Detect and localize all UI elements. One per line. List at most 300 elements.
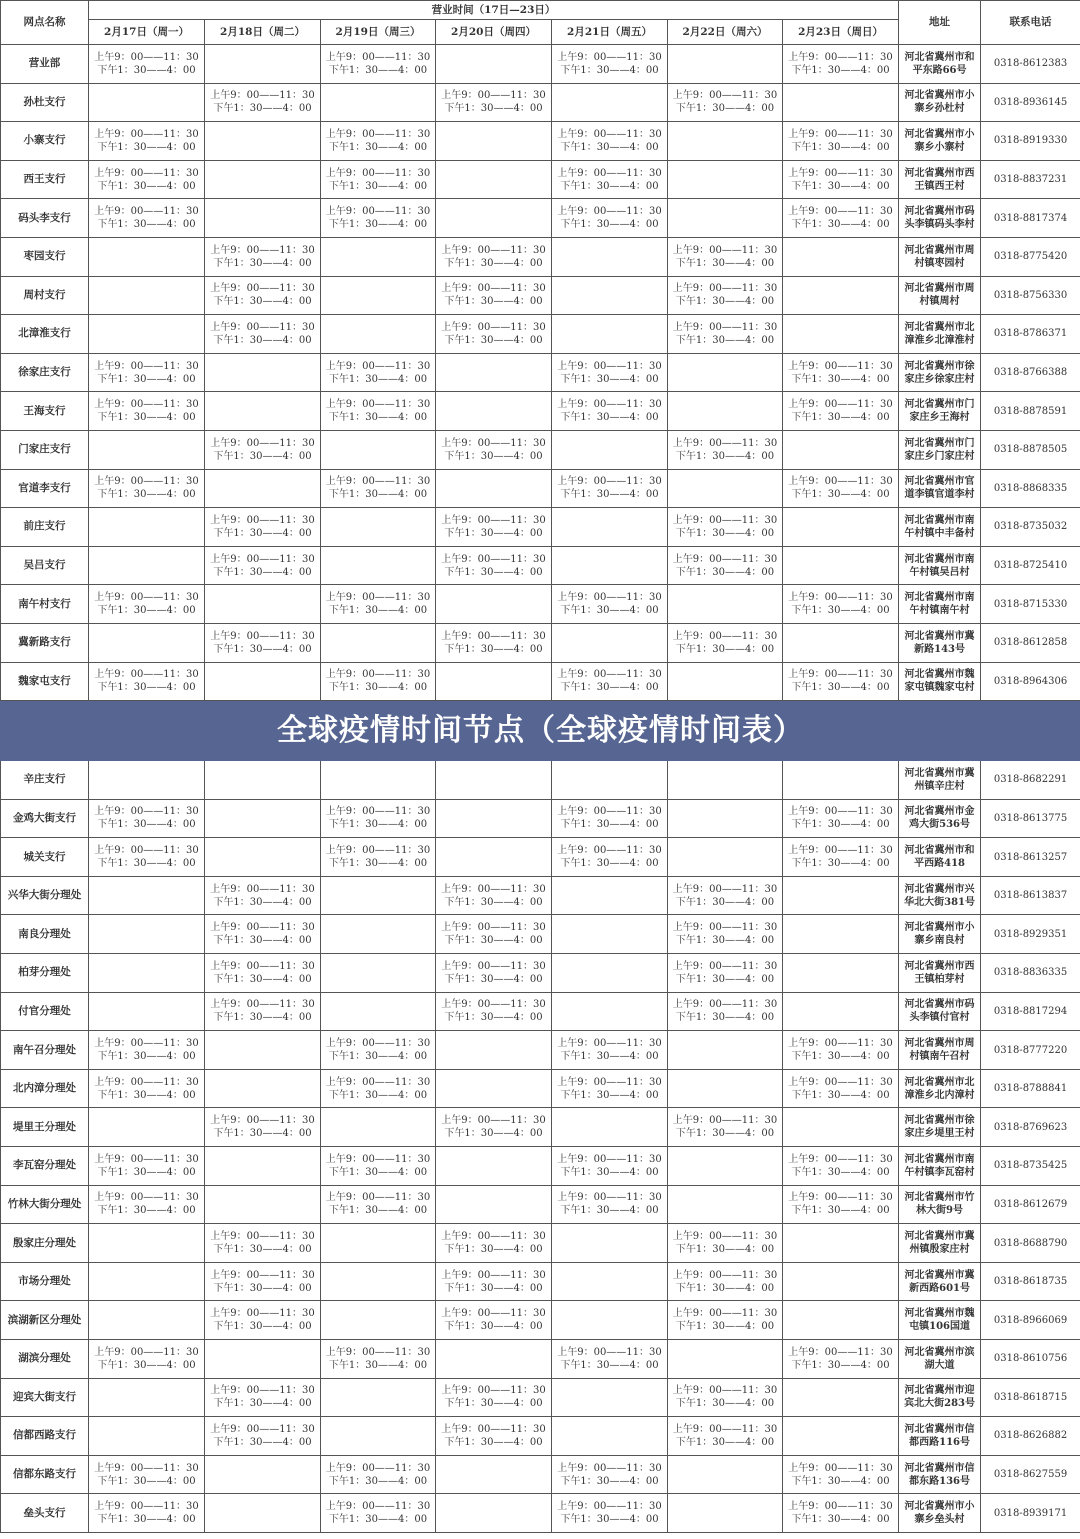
hours-cell	[668, 276, 783, 315]
hours-cell	[205, 1108, 321, 1147]
branch-address: 河北省冀州市冀州镇殷家庄村	[899, 1224, 981, 1263]
branch-address: 河北省冀州市冀州镇辛庄村	[899, 761, 981, 800]
morning-hours: 上午9：00——11：30	[672, 553, 778, 565]
morning-hours: 上午9：00——11：30	[788, 1346, 893, 1358]
morning-hours: 上午9：00——11：30	[325, 1192, 431, 1204]
morning-hours: 上午9：00——11：30	[788, 845, 893, 857]
afternoon-hours: 下午1：30——4：00	[560, 1089, 659, 1101]
hours-cell	[783, 469, 899, 508]
branch-name: 柏芽分理处	[1, 954, 89, 993]
hours-cell	[552, 508, 668, 547]
morning-hours: 上午9：00——11：30	[441, 1308, 546, 1320]
hours-cell	[436, 585, 552, 624]
afternoon-hours: 下午1：30——4：00	[97, 219, 196, 231]
branch-address: 河北省冀州市南午村镇中丰备村	[899, 508, 981, 547]
afternoon-hours: 下午1：30——4：00	[97, 682, 196, 694]
afternoon-hours: 下午1：30——4：00	[97, 1514, 196, 1526]
hours-cell	[783, 1378, 899, 1417]
hours-cell	[89, 1108, 205, 1147]
branch-name: 城关支行	[1, 838, 89, 877]
afternoon-hours: 下午1：30——4：00	[791, 1475, 890, 1487]
branch-name: 垒头支行	[1, 1494, 89, 1533]
hours-cell	[321, 160, 436, 199]
afternoon-hours: 下午1：30——4：00	[675, 1398, 775, 1410]
hours-cell	[436, 122, 552, 161]
afternoon-hours: 下午1：30——4：00	[791, 1051, 890, 1063]
afternoon-hours: 下午1：30——4：00	[444, 296, 543, 308]
hours-cell	[321, 508, 436, 547]
branch-name: 南午村支行	[1, 585, 89, 624]
branch-name: 湖滨分理处	[1, 1340, 89, 1379]
table-row	[1, 392, 1080, 431]
branch-name: 北漳淮支行	[1, 315, 89, 354]
hours-cell	[205, 1494, 321, 1533]
branch-phone: 0318-8966069	[981, 1301, 1080, 1340]
morning-hours: 上午9：00——11：30	[557, 1038, 662, 1050]
hours-cell	[321, 1262, 436, 1301]
hours-cell	[668, 469, 783, 508]
morning-hours: 上午9：00——11：30	[672, 283, 778, 295]
afternoon-hours: 下午1：30——4：00	[444, 257, 543, 269]
afternoon-hours: 下午1：30——4：00	[328, 180, 428, 192]
branch-name: 魏家屯支行	[1, 662, 89, 701]
morning-hours: 上午9：00——11：30	[441, 283, 546, 295]
afternoon-hours: 下午1：30——4：00	[213, 1398, 312, 1410]
morning-hours: 上午9：00——11：30	[441, 244, 546, 256]
hours-cell	[89, 160, 205, 199]
hours-cell	[552, 1147, 668, 1186]
hours-cell	[205, 1340, 321, 1379]
branch-phone: 0318-8735425	[981, 1147, 1080, 1186]
afternoon-hours: 下午1：30——4：00	[675, 935, 775, 947]
header-day: 2月18日（周二）	[205, 20, 321, 45]
morning-hours: 上午9：00——11：30	[788, 592, 893, 604]
afternoon-hours: 下午1：30——4：00	[444, 935, 543, 947]
morning-hours: 上午9：00——11：30	[210, 321, 315, 333]
hours-cell	[436, 353, 552, 392]
branch-address: 河北省冀州市官道李镇官道李村	[899, 469, 981, 508]
hours-cell	[552, 992, 668, 1031]
afternoon-hours: 下午1：30——4：00	[675, 643, 775, 655]
hours-cell	[205, 392, 321, 431]
hours-cell	[436, 1224, 552, 1263]
hours-cell	[668, 392, 783, 431]
hours-cell	[321, 1378, 436, 1417]
hours-cell	[436, 662, 552, 701]
hours-cell	[321, 122, 436, 161]
branch-phone: 0318-8786371	[981, 315, 1080, 354]
hours-cell	[89, 237, 205, 276]
morning-hours: 上午9：00——11：30	[672, 244, 778, 256]
hours-cell	[552, 83, 668, 122]
hours-cell	[436, 1031, 552, 1070]
morning-hours: 上午9：00——11：30	[788, 806, 893, 818]
branch-name: 冀新路支行	[1, 623, 89, 662]
hours-cell	[783, 1301, 899, 1340]
morning-hours: 上午9：00——11：30	[325, 845, 431, 857]
afternoon-hours: 下午1：30——4：00	[444, 103, 543, 115]
afternoon-hours: 下午1：30——4：00	[560, 1514, 659, 1526]
morning-hours: 上午9：00——11：30	[441, 883, 546, 895]
branch-phone: 0318-8688790	[981, 1224, 1080, 1263]
hours-cell	[552, 1494, 668, 1533]
hours-cell	[668, 838, 783, 877]
hours-cell	[89, 1301, 205, 1340]
afternoon-hours: 下午1：30——4：00	[560, 489, 659, 501]
morning-hours: 上午9：00——11：30	[210, 437, 315, 449]
hours-cell	[783, 160, 899, 199]
afternoon-hours: 下午1：30——4：00	[444, 334, 543, 346]
branch-phone: 0318-8715330	[981, 585, 1080, 624]
hours-cell	[436, 83, 552, 122]
morning-hours: 上午9：00——11：30	[557, 1501, 662, 1513]
morning-hours: 上午9：00——11：30	[94, 206, 199, 218]
morning-hours: 上午9：00——11：30	[325, 167, 431, 179]
afternoon-hours: 下午1：30——4：00	[791, 1359, 890, 1371]
afternoon-hours: 下午1：30——4：00	[328, 682, 428, 694]
hours-cell	[321, 1301, 436, 1340]
branch-phone: 0318-8919330	[981, 122, 1080, 161]
hours-cell	[668, 1301, 783, 1340]
branch-name: 李瓦窑分理处	[1, 1147, 89, 1186]
morning-hours: 上午9：00——11：30	[672, 630, 778, 642]
hours-cell	[205, 876, 321, 915]
afternoon-hours: 下午1：30——4：00	[444, 896, 543, 908]
hours-cell	[321, 954, 436, 993]
branch-name: 周村支行	[1, 276, 89, 315]
branch-address: 河北省冀州市北漳淮乡北漳淮村	[899, 315, 981, 354]
afternoon-hours: 下午1：30——4：00	[560, 1205, 659, 1217]
hours-cell	[321, 353, 436, 392]
hours-cell	[205, 469, 321, 508]
hours-cell	[668, 1378, 783, 1417]
hours-cell	[89, 662, 205, 701]
hours-cell	[783, 761, 899, 800]
morning-hours: 上午9：00——11：30	[210, 90, 315, 102]
afternoon-hours: 下午1：30——4：00	[791, 1514, 890, 1526]
afternoon-hours: 下午1：30——4：00	[444, 450, 543, 462]
hours-cell	[783, 585, 899, 624]
table-row	[1, 992, 1080, 1031]
table-row	[1, 876, 1080, 915]
afternoon-hours: 下午1：30——4：00	[560, 682, 659, 694]
hours-cell	[552, 160, 668, 199]
morning-hours: 上午9：00——11：30	[325, 399, 431, 411]
hours-cell	[321, 915, 436, 954]
banner-title: 全球疫情时间节点（全球疫情时间表）	[1, 701, 1080, 761]
morning-hours: 上午9：00——11：30	[672, 1231, 778, 1243]
morning-hours: 上午9：00——11：30	[94, 1462, 199, 1474]
morning-hours: 上午9：00——11：30	[788, 360, 893, 372]
afternoon-hours: 下午1：30——4：00	[791, 858, 890, 870]
hours-cell	[89, 992, 205, 1031]
hours-cell	[205, 1224, 321, 1263]
branch-name: 付官分理处	[1, 992, 89, 1031]
morning-hours: 上午9：00——11：30	[325, 1501, 431, 1513]
table-row	[1, 83, 1080, 122]
hours-cell	[205, 954, 321, 993]
branch-phone: 0318-8766388	[981, 353, 1080, 392]
hours-cell	[552, 315, 668, 354]
morning-hours: 上午9：00——11：30	[788, 1192, 893, 1204]
branch-address: 河北省冀州市小寨乡垒头村	[899, 1494, 981, 1533]
afternoon-hours: 下午1：30——4：00	[97, 1205, 196, 1217]
hours-cell	[668, 83, 783, 122]
header-day: 2月19日（周三）	[321, 20, 436, 45]
morning-hours: 上午9：00——11：30	[94, 669, 199, 681]
hours-cell	[552, 876, 668, 915]
hours-cell	[436, 1417, 552, 1456]
hours-cell	[668, 799, 783, 838]
branch-address: 河北省冀州市西王镇西王村	[899, 160, 981, 199]
afternoon-hours: 下午1：30——4：00	[560, 819, 659, 831]
header-day: 2月23日（周日）	[783, 20, 899, 45]
hours-cell	[205, 353, 321, 392]
hours-cell	[783, 838, 899, 877]
morning-hours: 上午9：00——11：30	[441, 437, 546, 449]
hours-cell	[205, 1455, 321, 1494]
hours-cell	[321, 992, 436, 1031]
hours-cell	[668, 45, 783, 84]
branch-address: 河北省冀州市周村镇南午召村	[899, 1031, 981, 1070]
branch-name: 王海支行	[1, 392, 89, 431]
hours-cell	[668, 1417, 783, 1456]
branch-address: 河北省冀州市金鸡大街536号	[899, 799, 981, 838]
hours-cell	[668, 585, 783, 624]
hours-cell	[783, 392, 899, 431]
branch-phone: 0318-8964306	[981, 662, 1080, 701]
branch-phone: 0318-8613257	[981, 838, 1080, 877]
hours-cell	[205, 430, 321, 469]
branch-name: 营业部	[1, 45, 89, 84]
hours-cell	[89, 1069, 205, 1108]
morning-hours: 上午9：00——11：30	[94, 399, 199, 411]
morning-hours: 上午9：00——11：30	[210, 1269, 315, 1281]
hours-cell	[436, 1340, 552, 1379]
hours-cell	[552, 1224, 668, 1263]
hours-cell	[436, 315, 552, 354]
branch-phone: 0318-8612679	[981, 1185, 1080, 1224]
morning-hours: 上午9：00——11：30	[325, 128, 431, 140]
hours-cell	[321, 623, 436, 662]
afternoon-hours: 下午1：30——4：00	[213, 1128, 312, 1140]
afternoon-hours: 下午1：30——4：00	[213, 1282, 312, 1294]
header-business-hours: 营业时间（17日—23日）	[89, 1, 899, 20]
morning-hours: 上午9：00——11：30	[325, 476, 431, 488]
table-row	[1, 45, 1080, 84]
branch-name: 滨湖新区分理处	[1, 1301, 89, 1340]
branch-name: 徐家庄支行	[1, 353, 89, 392]
branch-address: 河北省冀州市码头李镇付官村	[899, 992, 981, 1031]
afternoon-hours: 下午1：30——4：00	[791, 141, 890, 153]
branch-phone: 0318-8878591	[981, 392, 1080, 431]
hours-cell	[89, 799, 205, 838]
hours-cell	[783, 954, 899, 993]
hours-cell	[321, 1224, 436, 1263]
afternoon-hours: 下午1：30——4：00	[444, 1244, 543, 1256]
branch-phone: 0318-8929351	[981, 915, 1080, 954]
branch-address: 河北省冀州市徐家庄乡徐家庄村	[899, 353, 981, 392]
branch-name: 殷家庄分理处	[1, 1224, 89, 1263]
branch-phone: 0318-8618715	[981, 1378, 1080, 1417]
hours-cell	[783, 623, 899, 662]
hours-cell	[436, 1147, 552, 1186]
branch-phone: 0318-8769623	[981, 1108, 1080, 1147]
table-row	[1, 1455, 1080, 1494]
morning-hours: 上午9：00——11：30	[210, 514, 315, 526]
hours-cell	[205, 1069, 321, 1108]
hours-cell	[321, 662, 436, 701]
afternoon-hours: 下午1：30——4：00	[560, 1166, 659, 1178]
branch-address: 河北省冀州市竹林大街9号	[899, 1185, 981, 1224]
hours-cell	[205, 1262, 321, 1301]
morning-hours: 上午9：00——11：30	[788, 1153, 893, 1165]
afternoon-hours: 下午1：30——4：00	[675, 450, 775, 462]
afternoon-hours: 下午1：30——4：00	[791, 412, 890, 424]
afternoon-hours: 下午1：30——4：00	[675, 1244, 775, 1256]
hours-cell	[668, 199, 783, 238]
branch-address: 河北省冀州市冀新路143号	[899, 623, 981, 662]
morning-hours: 上午9：00——11：30	[325, 806, 431, 818]
afternoon-hours: 下午1：30——4：00	[560, 219, 659, 231]
table-row	[1, 430, 1080, 469]
hours-cell	[552, 623, 668, 662]
afternoon-hours: 下午1：30——4：00	[213, 334, 312, 346]
hours-cell	[783, 199, 899, 238]
afternoon-hours: 下午1：30——4：00	[213, 1244, 312, 1256]
branch-name: 信都西路支行	[1, 1417, 89, 1456]
morning-hours: 上午9：00——11：30	[441, 1423, 546, 1435]
morning-hours: 上午9：00——11：30	[441, 553, 546, 565]
afternoon-hours: 下午1：30——4：00	[791, 219, 890, 231]
morning-hours: 上午9：00——11：30	[557, 1462, 662, 1474]
afternoon-hours: 下午1：30——4：00	[791, 373, 890, 385]
afternoon-hours: 下午1：30——4：00	[560, 858, 659, 870]
branch-phone: 0318-8627559	[981, 1455, 1080, 1494]
hours-cell	[552, 430, 668, 469]
branch-phone: 0318-8756330	[981, 276, 1080, 315]
hours-cell	[783, 1185, 899, 1224]
afternoon-hours: 下午1：30——4：00	[213, 643, 312, 655]
morning-hours: 上午9：00——11：30	[672, 514, 778, 526]
hours-cell	[436, 1262, 552, 1301]
hours-cell	[783, 1031, 899, 1070]
morning-hours: 上午9：00——11：30	[94, 806, 199, 818]
hours-cell	[552, 199, 668, 238]
afternoon-hours: 下午1：30——4：00	[328, 489, 428, 501]
hours-cell	[783, 276, 899, 315]
hours-cell	[205, 1031, 321, 1070]
afternoon-hours: 下午1：30——4：00	[560, 412, 659, 424]
hours-cell	[321, 1147, 436, 1186]
branch-name: 迎宾大街支行	[1, 1378, 89, 1417]
branch-name: 孙杜支行	[1, 83, 89, 122]
hours-cell	[89, 585, 205, 624]
afternoon-hours: 下午1：30——4：00	[560, 373, 659, 385]
hours-cell	[783, 1224, 899, 1263]
morning-hours: 上午9：00——11：30	[210, 960, 315, 972]
hours-cell	[552, 799, 668, 838]
morning-hours: 上午9：00——11：30	[94, 1076, 199, 1088]
morning-hours: 上午9：00——11：30	[94, 1192, 199, 1204]
hours-cell	[668, 954, 783, 993]
hours-cell	[436, 1108, 552, 1147]
branch-name: 西王支行	[1, 160, 89, 199]
afternoon-hours: 下午1：30——4：00	[213, 566, 312, 578]
table-row	[1, 1262, 1080, 1301]
hours-cell	[321, 1455, 436, 1494]
afternoon-hours: 下午1：30——4：00	[791, 180, 890, 192]
hours-cell	[668, 1494, 783, 1533]
branch-address: 河北省冀州市信都西路116号	[899, 1417, 981, 1456]
afternoon-hours: 下午1：30——4：00	[97, 412, 196, 424]
hours-cell	[668, 876, 783, 915]
afternoon-hours: 下午1：30——4：00	[213, 527, 312, 539]
hours-cell	[552, 122, 668, 161]
afternoon-hours: 下午1：30——4：00	[97, 1166, 196, 1178]
hours-cell	[436, 1301, 552, 1340]
morning-hours: 上午9：00——11：30	[325, 360, 431, 372]
afternoon-hours: 下午1：30——4：00	[328, 1166, 428, 1178]
afternoon-hours: 下午1：30——4：00	[444, 566, 543, 578]
afternoon-hours: 下午1：30——4：00	[97, 1089, 196, 1101]
title-banner	[1, 701, 1080, 761]
afternoon-hours: 下午1：30——4：00	[97, 180, 196, 192]
hours-cell	[321, 585, 436, 624]
branch-address: 河北省冀州市码头李镇码头李村	[899, 199, 981, 238]
afternoon-hours: 下午1：30——4：00	[444, 973, 543, 985]
morning-hours: 上午9：00——11：30	[325, 1038, 431, 1050]
branch-phone: 0318-8836335	[981, 954, 1080, 993]
branch-address: 河北省冀州市魏家屯镇魏家屯村	[899, 662, 981, 701]
hours-cell	[783, 1262, 899, 1301]
morning-hours: 上午9：00——11：30	[672, 437, 778, 449]
morning-hours: 上午9：00——11：30	[672, 90, 778, 102]
table-row	[1, 1340, 1080, 1379]
hours-cell	[668, 1262, 783, 1301]
branch-address: 河北省冀州市和平西路418	[899, 838, 981, 877]
afternoon-hours: 下午1：30——4：00	[328, 605, 428, 617]
hours-cell	[552, 1185, 668, 1224]
branch-name: 竹林大街分理处	[1, 1185, 89, 1224]
morning-hours: 上午9：00——11：30	[672, 883, 778, 895]
table-row	[1, 1224, 1080, 1263]
hours-cell	[783, 1108, 899, 1147]
morning-hours: 上午9：00——11：30	[557, 206, 662, 218]
hours-cell	[552, 585, 668, 624]
branch-address: 河北省冀州市迎宾北大街283号	[899, 1378, 981, 1417]
branch-address: 河北省冀州市西王镇柏芽村	[899, 954, 981, 993]
branch-phone: 0318-8626882	[981, 1417, 1080, 1456]
hours-cell	[783, 83, 899, 122]
hours-cell	[668, 160, 783, 199]
hours-cell	[668, 1069, 783, 1108]
hours-cell	[783, 508, 899, 547]
branch-address: 河北省冀州市魏屯镇106国道	[899, 1301, 981, 1340]
hours-cell	[205, 122, 321, 161]
table-row	[1, 546, 1080, 585]
afternoon-hours: 下午1：30——4：00	[328, 141, 428, 153]
afternoon-hours: 下午1：30——4：00	[560, 1359, 659, 1371]
table-row	[1, 838, 1080, 877]
branch-name: 信都东路支行	[1, 1455, 89, 1494]
branch-address: 河北省冀州市冀新西路601号	[899, 1262, 981, 1301]
morning-hours: 上午9：00——11：30	[441, 1385, 546, 1397]
hours-cell	[321, 1031, 436, 1070]
table-row	[1, 954, 1080, 993]
hours-cell	[89, 954, 205, 993]
hours-cell	[436, 1494, 552, 1533]
